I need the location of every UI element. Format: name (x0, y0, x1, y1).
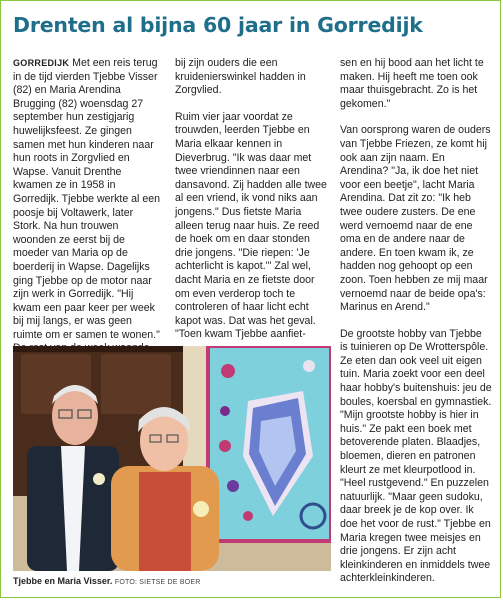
text-column-3 (340, 57, 492, 586)
photo-credit: FOTO: SIETSE DE BOER (114, 579, 201, 586)
couple-photo (13, 346, 331, 571)
paragraph-text: Met een reis terug in de tijd vierden Tjebbe Visser (82) en Maria Arendina Brugging (82) woensdag 27 september hun zestigjarig huwelijksfeest. Ze gingen samen met hun kinderen naar hun roots in Zorgvlied en Wapse. Vanuit Drenthe kwamen ze in 1958 in Gorredijk. Tjebbe werkte al een poosje bij Voltawerk, later Stork. Na hun trouwen woonden ze eerst bij de moeder van Maria op de boerderij in Wapse. Dagelijks ging Tjebbe op de motor naar zijn werk in Gorredijk. "Hij kwam een paar keer per week bij mij langs, er was geen ruimte om er samen te wonen." (13, 57, 161, 341)
text-column-1 (13, 57, 163, 370)
photo-caption (13, 576, 333, 586)
article-headline: Drenten al bijna 60 jaar in Gorredijk (13, 13, 423, 37)
paragraph (13, 57, 163, 370)
paragraph: bij zijn ouders die een kruidenierswinkel hadden in Zorgvlied. (175, 57, 306, 97)
text-column-2 (175, 57, 327, 342)
caption-names: Tjebbe en Maria Visser. (13, 576, 113, 586)
couple-photo-illustration (13, 346, 331, 571)
dateline: GORREDIJK (13, 58, 70, 68)
paragraph: sen en hij bood aan het licht te maken. Hij heeft me toen ook maar thuisgebracht. Zo is het gekomen." (340, 57, 484, 110)
paragraph: Ruim vier jaar voordat ze trouwden, leerden Tjebbe en Maria elkaar kennen in Dieverbrug. "Ik was daar met twee vriendinnen naar een dansavond. Zij hadden alle twee al een vriend, ik vond niks aan jongens." Dus fietste Maria alleen terug naar huis. Ze reed de hoek om en daar stonden drie jongens. "Die riepen: 'Je achterlicht is kapot.'" Zal wel, dacht Maria en ze fietste door om even verderop toch te controleren of haar licht echt kapot was. Dat was het geval. "Toen kwam Tjebbe aanfiet- (175, 110, 327, 341)
paragraph: De grootste hobby van Tjebbe is tuinieren op De Wrotterspôle. Ze eten dan ook veel uit eigen tuin. Maria zoekt voor een deel haar hobby's buitenshuis: jeu de boules, koersbal en gymnastiek. "Mijn grootste hobby is hier in huis." Ze pakt een boek met betoverende platen. Blaadjes, bloemen, dieren en patronen kleurt ze met kleurpotlood in. "Heel rustgevend." En puzzelen natuurlijk. "Maar geen sudoku, daar breek je de kop over. Ik doe het voor de rust." Tjebbe en Maria kregen twee meisjes en drie jongens. Er zijn acht kleinkinderen en inmiddels twee achterkleinkinderen. (340, 327, 492, 585)
paragraph: Van oorsprong waren de ouders van Tjebbe Friezen, ze komt hij ook aan zijn naam. En Arendina? "Ja, ik doe het niet voor een beetje", lacht Maria Arendina. Dat zit zo: "Ik heb twee oudere zusters. De ene werd vernoemd naar de ene oma en de andere naar de andere. En toen kwam ik, ze hadden nog gehoopt op een zoon. Toen hebben ze mij maar vernoemd naar de beide opa's: Marinus en Arend." (340, 124, 491, 314)
